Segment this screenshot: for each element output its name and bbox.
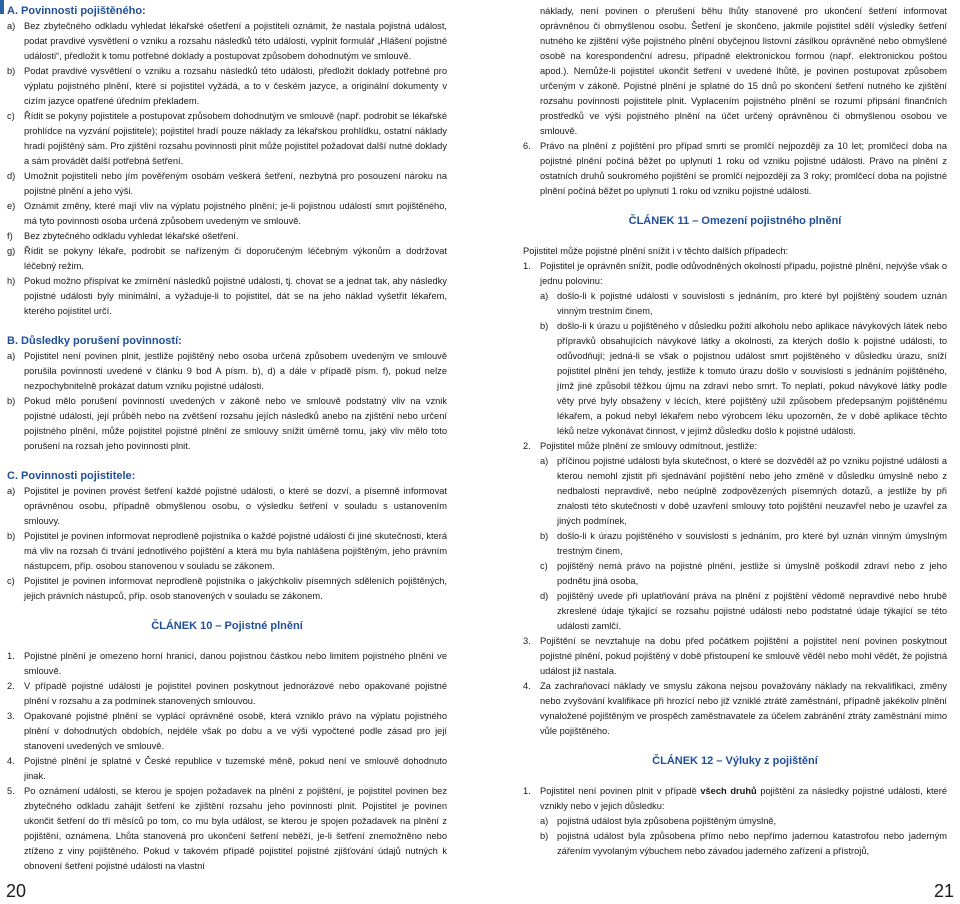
page-number-right: 21 — [933, 881, 954, 901]
list-item-text: V případě pojistné události je pojistitel povinen poskytnout jednorázové nebo opakované pojistné plnění v rozsahu a za podmínek stanovených smlouvou. — [24, 681, 447, 706]
list-item-text: Pokud mělo porušení povinností uvedených v zákoně nebo ve smlouvě podstatný vliv na vznik pojistné události, její průběh nebo na zvětšení rozsahu jejích následků anebo na zjištění nebo určení pojistného plnění, může pojistitel pojistné plnění ze smlouvy snížit úměrně tomu, jaký vliv mělo toto porušení na rozsah jeho povinnosti plnit. — [24, 396, 447, 451]
list-item-text: Pojistitel není povinen plnit, jestliže pojištěný nebo osoba určená způsobem uvedeným ve smlouvě porušila povinnosti uvedené v článku 9 bod A písm. b), d) a dále v případě písm. f), pokud nelze nezpochybnitelně prokázat datum vzniku pojistné události. — [24, 351, 447, 391]
left-column — [7, 4, 447, 874]
list-item-text: pojištěný nemá právo na pojistné plnění, jestliže si úmyslně poškodil zdraví nebo z jeho podnětu jiná osoba, — [557, 561, 947, 586]
list-item-label: e) — [7, 201, 16, 211]
list-item-label: d) — [7, 171, 16, 181]
list-item — [7, 19, 447, 64]
list-item-label: 5. — [7, 786, 15, 796]
list-item: 6. Právo na plnění z pojištění pro případ smrti se promlčí nejpozději za 10 let; promlčecí doba na pojistné plnění počíná běžet po uplynutí 1 roku od vzniku pojistné události. Právo na plnění z ostatních druhů soukromého pojištění se promlčí nejpozději za 3 roky; promlčecí doba na pojistné plnění počíná běžet po uplynutí 1 roku od vzniku pojistné události. — [523, 141, 947, 196]
list-item-text: Po oznámení události, se kterou je spojen požadavek na plnění z pojištění, je pojistitel povinen bez zbytečného odkladu zahájit šetření ke zjištění rozsahu jeho povinnosti plnit. Pojistitel je povinen ukončit šetření do tří měsíců po tom, co mu byla událost, se kterou je spojen požadavek na plnění z pojištění, oznámena. Lhůta stanovená pro ukončení šetření neběží, je-li šetření znemožněno nebo ztíženo z viny pojištěného. Pokud v takovém případě pojistitel pojistné zjišťování údajů nutných k obnovení šetření pojistné události na vlastní — [24, 786, 447, 871]
list-item-label: 2. — [7, 681, 15, 691]
list-item-label: b) — [540, 321, 549, 331]
list-item-text: Pokud možno přispívat ke zmírnění následků pojistné události, tj. chovat se a jednat tak, aby následky pojistné události byly minimální, a vyžaduje-li to pojistitel, dát se na jeho náklad vyšetřit lékařem, kterého pojistitel určí. — [24, 276, 447, 316]
list-item — [7, 709, 447, 754]
list-item-text: Řídit se pokyny pojistitele a postupovat způsobem dohodnutým ve smlouvě (např. podrobit se lékařské prohlídce na vyzvání pojistitele); pojistitel hradí pouze náklady za lékařskou prohlídku, ostatní náklady hradí pojištěný sám. Pro zjištění rozsahu povinnosti plnit může pojistitel požadovat další nutné doklady a sám provádět další potřebná šetření. — [24, 111, 447, 166]
section-a-title: A. Povinnosti pojištěného: — [7, 5, 146, 17]
list-item — [523, 319, 947, 439]
right-page — [480, 0, 960, 904]
list-item — [523, 814, 947, 829]
list-item-text: příčinou pojistné události byla skutečnost, o které se dozvěděl až po vzniku pojistné události a kterou nemohl zjistit při sjednávání pojištění nebo jeho změně v důsledku úmyslně nebo z nedbalosti nepravdivě, nebo neúplně zodpovězených písemných dotazů, a jestliže by při znalosti této skutečnosti v době uzavření smlouvy toto pojištění neuzavřel nebo je uzavřel za jiných podmínek, — [557, 456, 947, 526]
page-number-left: 20 — [6, 881, 27, 901]
section-marker-bar — [0, 0, 4, 14]
list-item-label: c) — [7, 576, 15, 586]
list-item — [7, 529, 447, 574]
section-b-list — [7, 349, 447, 454]
list-item — [7, 229, 447, 244]
article-10-list — [7, 649, 447, 874]
list-item-label: a) — [540, 816, 549, 826]
article-12-1-sublist — [523, 814, 947, 859]
list-item: 2. Pojistitel může plnění ze smlouvy odmítnout, jestliže: — [523, 441, 758, 451]
list-item — [523, 589, 947, 634]
list-item-label: c) — [540, 561, 548, 571]
list-item-text: Pojistitel je povinen informovat neprodleně pojistníka o jakýchkoliv písemných sděleních pojištěných, jejich právních nástupců, příp. osob stanovených v souladu se zákonem. — [24, 576, 447, 601]
section-b-title: B. Důsledky porušení povinností: — [7, 335, 182, 347]
list-item-label: b) — [540, 831, 549, 841]
list-item-label: c) — [7, 111, 15, 121]
list-item: 1. Pojistitel není povinen plnit v případě všech druhů pojištění za následky pojistné události, které vznikly nebo v jejich důsledku: — [523, 786, 947, 811]
list-item: 3. Pojištění se nevztahuje na dobu před počátkem pojištění a pojistitel není povinen poskytnout pojistné plnění, pokud pojištěný v době přistoupení ke smlouvě věděl nebo mohl vědět, že pojistná událost již nastala. — [523, 636, 947, 676]
list-item-label: 3. — [7, 711, 15, 721]
list-item-label: a) — [540, 456, 549, 466]
list-item — [7, 274, 447, 319]
list-item-text: Bez zbytečného odkladu vyhledat lékařské ošetření a pojistiteli oznámit, že nastala pojistná událost, podat pravdivé vysvětlení o vzniku a rozsahu následků této události, vyplnit formulář „Hlášení pojistné události“, předložit k tomu potřebné doklady a postupovat způsobem dohodnutým ve smlouvě. — [24, 21, 447, 61]
list-item-label: b) — [7, 66, 16, 76]
article-11-intro: Pojistitel může pojistné plnění snížit i v těchto dalších případech: — [523, 246, 789, 256]
list-item-text: pojistná událost byla způsobena přímo nebo nepřímo jadernou katastrofou nebo jaderným zářením vyvolaným výbuchem nebo závadou jaderného zařízení a přístrojů, — [557, 831, 947, 856]
section-a-list — [7, 19, 447, 319]
list-item — [7, 649, 447, 679]
section-c-list — [7, 484, 447, 604]
continued-paragraph: náklady, není povinen o přerušení běhu lhůty stanovené pro ukončení šetření informovat oprávněnou či obmyšlenou osobu. Šetření je skončeno, jakmile pojistitel sdělí výsledky šetření nutného ke zjištění výše pojistného plnění obyčejnou listovní zásilkou oprávněné nebo obmyšlené osobě na korespondenční adresu, případně elektronickou formou (např. elektronickou poštou apod.). Nemůže-li pojistitel ukončit šetření v uvedené lhůtě, je povinen postupovat způsobem určeným v zákoně. Pojistné plnění je splatné do 15 dnů po skončení šetření nutného ke zjištění rozsahu povinnosti pojistitele plnit. Vyplacením pojistného plnění se rozumí připsání finančních prostředků ve výši pojistného plnění na účet určený oprávněnou či obmyšlenou osobou ve smlouvě. — [540, 6, 947, 136]
list-item: 1. Pojistitel je oprávněn snížit, podle odůvodněných okolností případu, pojistné plnění, nejvýše však o jednu polovinu: — [523, 261, 947, 286]
list-item — [523, 289, 947, 319]
list-item — [7, 199, 447, 229]
article-10-title: ČLÁNEK 10 – Pojistné plnění — [151, 620, 303, 632]
list-item-label: a) — [7, 351, 16, 361]
right-column — [523, 4, 947, 859]
section-c-title: C. Povinnosti pojistitele: — [7, 470, 136, 482]
list-item — [7, 169, 447, 199]
list-item — [7, 754, 447, 784]
list-item-label: d) — [540, 591, 549, 601]
list-item-text: Bez zbytečného odkladu vyhledat lékařské ošetření. — [24, 231, 239, 241]
list-item — [523, 559, 947, 589]
list-item-label: a) — [7, 21, 16, 31]
list-item — [523, 529, 947, 559]
list-item — [7, 64, 447, 109]
list-item-text: Opakované pojistné plnění se vyplácí oprávněné osobě, která vzniklo právo na výplatu pojistného plnění v dohodnutých obdobích, nejdéle však po dobu a ve výši vypočtené podle zásad pro její stanovení uvedených ve smlouvě. — [24, 711, 447, 751]
article-11-2-sublist — [523, 454, 947, 634]
list-item-text: došlo-li k úrazu pojištěného v souvislosti s jednáním, pro které byl uznán vinným úmyslným trestným činem, — [557, 531, 947, 556]
list-item-label: f) — [7, 231, 13, 241]
list-item-label: 1. — [7, 651, 15, 661]
list-item: 4. Za zachraňovací náklady ve smyslu zákona nejsou považovány náklady na rekvalifikaci, změny nebo zvyšování kvalifikace při hrozící nebo již vzniklé ztrátě zaměstnání, případně jakékoliv plnění vynaložené pojištěným ve prospěch zaměstnavatele za účelem zabránění ztráty zaměstnání mimo vůle pojištěného. — [523, 681, 947, 736]
list-item-text: Pojistné plnění je omezeno horní hranicí, danou pojistnou částkou nebo limitem pojistného plnění ve smlouvě. — [24, 651, 447, 676]
list-item — [7, 394, 447, 454]
list-item-text: Oznámit změny, které mají vliv na výplatu pojistného plnění; je-li pojistnou událostí smrt pojištěného, má tyto povinnosti osoba určená způsobem uvedeným ve smlouvě. — [24, 201, 447, 226]
list-item-label: g) — [7, 246, 16, 256]
list-item-text: Podat pravdivé vysvětlení o vzniku a rozsahu následků této události, předložit doklady potřebné pro výplatu pojistného plnění, které si pojistitel vyžádá, a to v českém jazyce, a originální dokumenty v cizím jazyce opatřené úředním překladem. — [24, 66, 447, 106]
list-item — [7, 109, 447, 169]
list-item-text: Řídit se pokyny lékaře, podrobit se nařízeným či doporučeným léčebným výkonům a dodržovat léčebný režim. — [24, 246, 447, 271]
list-item-label: b) — [540, 531, 549, 541]
list-item-text: pojištěný uvede při uplatňování práva na plnění z pojištění vědomě nepravdivé nebo hrubě zkreslené údaje týkající se rozsahu pojistné události nebo podstatné údaje týkající se této události zamlčí. — [557, 591, 947, 631]
article-11-title: ČLÁNEK 11 – Omezení pojistného plnění — [628, 215, 842, 227]
list-item — [7, 574, 447, 604]
list-item-text: Pojistitel je povinen informovat neprodleně pojistníka o každé pojistné události či jiné skutečnosti, která má vliv na rozsah či trvání jednotlivého pojištění a která mu byla nahlášena pojištěným, jeho právním nástupcem, příp. osobou stanovenou v souladu se zákonem. — [24, 531, 447, 571]
list-item-label: h) — [7, 276, 16, 286]
list-item-label: a) — [540, 291, 549, 301]
list-item — [523, 454, 947, 529]
list-item-label: a) — [7, 486, 16, 496]
list-item — [7, 679, 447, 709]
list-item-label: 4. — [7, 756, 15, 766]
list-item-text: Pojistné plnění je splatné v České republice v tuzemské měně, pokud není ve smlouvě dohodnuto jinak. — [24, 756, 447, 781]
list-item — [7, 484, 447, 529]
list-item-label: b) — [7, 396, 16, 406]
list-item — [7, 244, 447, 274]
list-item — [7, 784, 447, 874]
list-item-text: Umožnit pojistiteli nebo jím pověřeným osobám veškerá šetření, nezbytná pro posouzení nároku na pojistné plnění a jeho výši. — [24, 171, 447, 196]
article-11-1-sublist — [523, 289, 947, 439]
list-item — [523, 829, 947, 859]
article-12-title: ČLÁNEK 12 – Výluky z pojištění — [652, 755, 818, 767]
list-item-text: Pojistitel je povinen provést šetření každé pojistné události, o které se dozví, a písemně informovat oprávněnou osobu, případně obmyšlenou osobu, o výsledku šetření v souladu s ustanovením smlouvy. — [24, 486, 447, 526]
list-item-text: pojistná událost byla způsobena pojištěným úmyslně, — [557, 816, 777, 826]
list-item-text: došlo-li k úrazu u pojištěného v důsledku požití alkoholu nebo aplikace návykových látek nebo přípravků obsahujících návykové látky a okolnosti, za kterých došlo k pojistné události, to odůvodňují; jedná-li se však o pojistnou událost smrt pojištěného v důsledku úrazu, sníží pojistitel plnění jen tehdy, jestliže k tomuto úrazu došlo v souvislosti s jednáním pojištěného, jímž jiné způsobil těžkou újmu na zdraví nebo smrt. To neplatí, pokud návykové látky podle věty prvé byly obsaženy v lécích, které pojištěný užil způsobem předepsaným pojištěnému lékařem, a pokud nebyl lékařem nebo výrobcem léku upozorněn, že v době aplikace těchto léků nelze vykonávat činnost, v jejímž důsledku došlo k pojistné události. — [557, 321, 947, 436]
list-item — [7, 349, 447, 394]
list-item-label: b) — [7, 531, 16, 541]
list-item-text: došlo-li k pojistné události v souvislosti s jednáním, pro které byl pojištěný soudem uznán vinným trestním činem, — [557, 291, 947, 316]
